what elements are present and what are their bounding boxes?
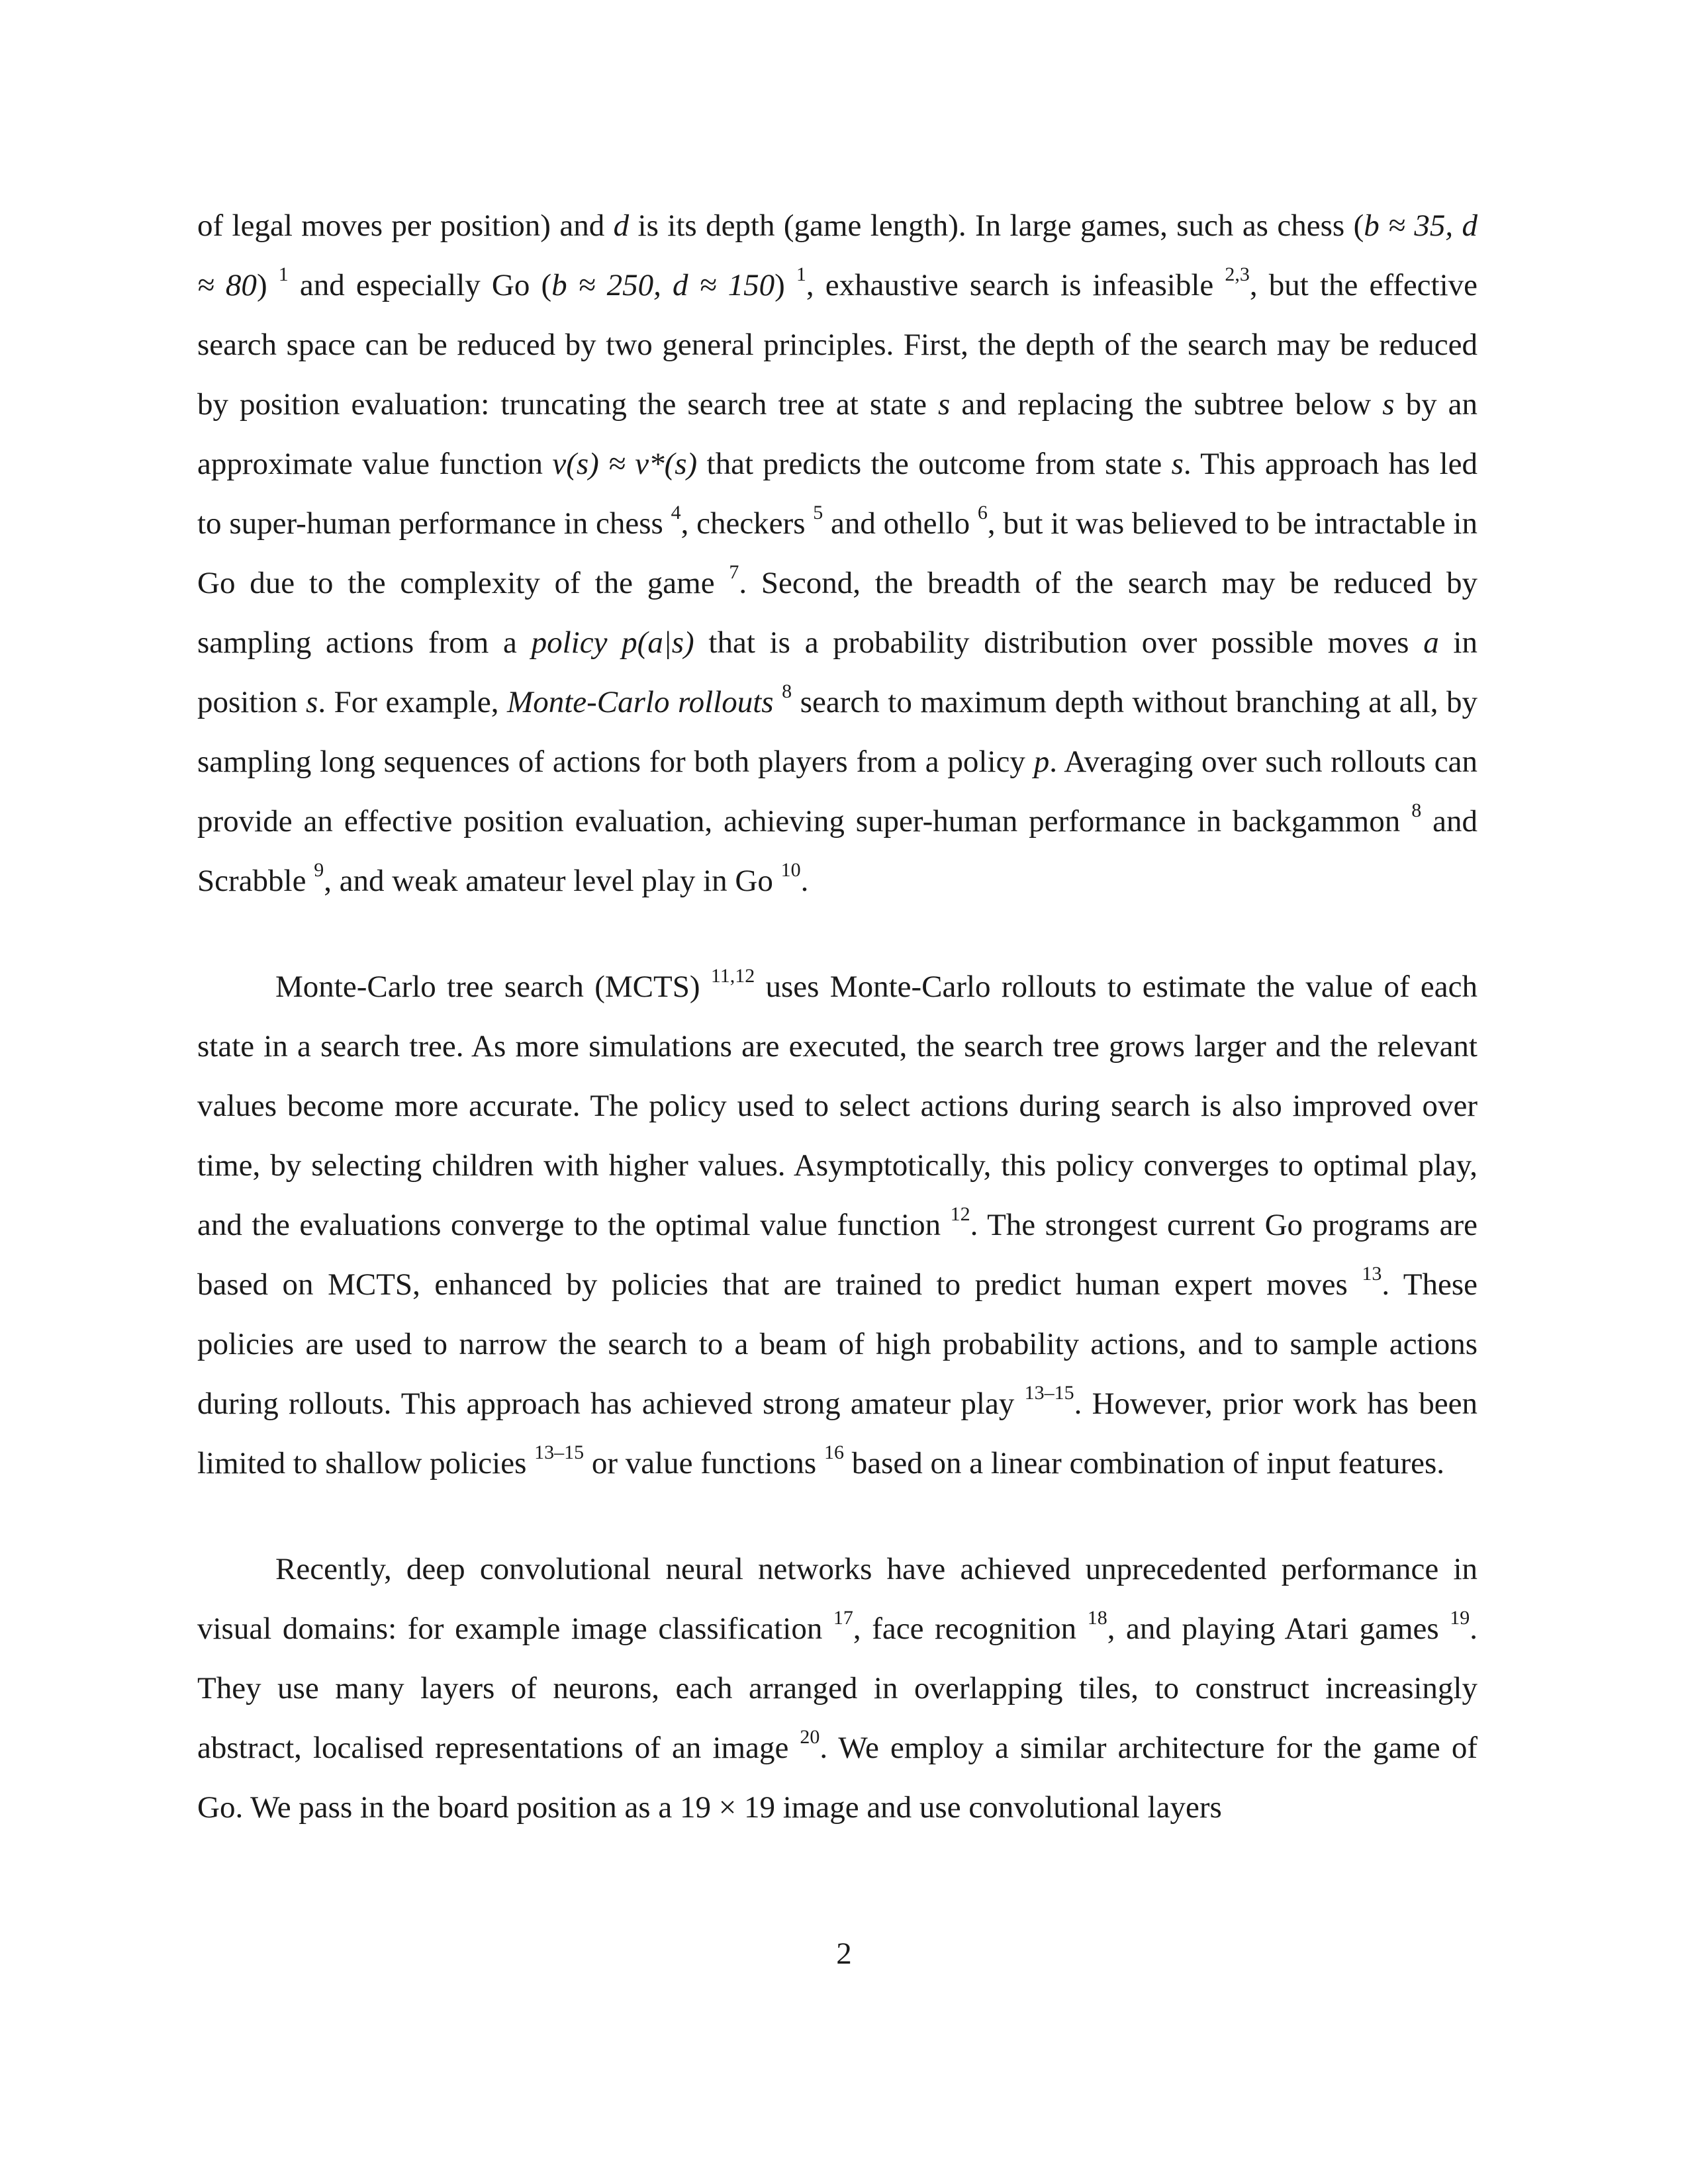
text-run: [774, 685, 782, 719]
text-run: and especially Go (: [288, 268, 552, 302]
citation: 5: [813, 502, 823, 523]
citation: 1: [278, 263, 289, 285]
text-run: . They use many layers of neurons, each arranged in overlapping tiles, to construct increasingly abstract, localised representations of an image: [197, 1612, 1478, 1765]
text-run: search to maximum depth without branching at all, by sampling long sequences of actions for both players from a policy: [197, 685, 1478, 779]
citation: 8: [782, 680, 792, 702]
text-run: . We employ a similar architecture for the game of Go. We pass in the board position as a: [197, 1731, 1477, 1825]
citation: 10: [780, 859, 801, 881]
text-run: , checkers: [680, 506, 814, 541]
math-chess-params: b ≈ 35, d ≈ 80: [197, 208, 1477, 302]
body-text: [197, 196, 1477, 1837]
text-run: , face recognition: [853, 1612, 1088, 1646]
math-action: a: [1423, 625, 1439, 660]
text-run: . This approach has led to super-human performance in chess: [197, 447, 1478, 541]
citation: 13–15: [534, 1441, 585, 1463]
math-value-function: v(s) ≈ v*(s): [552, 447, 698, 481]
text-run: Monte-Carlo tree search (MCTS): [275, 970, 711, 1004]
text-run: by an approximate value function: [197, 387, 1477, 481]
citation: 17: [833, 1607, 853, 1629]
text-run: ): [774, 268, 796, 302]
emphasis-policy: policy: [531, 625, 608, 660]
text-run: of legal moves per position) and: [197, 208, 614, 243]
math-state: s: [938, 387, 951, 422]
math-policy: p(a|s): [622, 625, 694, 660]
citation: 13–15: [1024, 1382, 1074, 1404]
citation: 13: [1362, 1263, 1382, 1285]
emphasis-rollouts: Monte-Carlo rollouts: [507, 685, 774, 719]
text-run: in position: [197, 625, 1477, 719]
text-run: , and weak amateur level play in Go: [324, 864, 781, 898]
math-state: s: [1171, 447, 1184, 481]
text-run: . Averaging over such rollouts can provide an effective position evaluation, achieving super-human performance in backgammon: [197, 745, 1477, 839]
text-run: , but the effective search space can be reduced by two general principles. First, the depth of the search may be reduced by position evaluation: truncating the search tree at state: [197, 268, 1478, 422]
text-run: is its depth (game length). In large games, such as chess (: [629, 208, 1364, 243]
citation: 12: [950, 1203, 970, 1225]
text-run: ): [256, 268, 279, 302]
citation: 2,3: [1225, 263, 1250, 285]
text-run: image and use convolutional layers: [774, 1790, 1222, 1825]
citation: 9: [314, 859, 324, 881]
text-run: or value functions: [584, 1446, 824, 1480]
citation: 7: [729, 561, 739, 583]
citation: 16: [823, 1441, 844, 1463]
text-run: and othello: [823, 506, 978, 541]
math-go-params: b ≈ 250, d ≈ 150: [551, 268, 775, 302]
text-run: based on a linear combination of input features.: [843, 1446, 1445, 1480]
text-run: uses Monte-Carlo rollouts to estimate the value of each state in a search tree. As more simulations are executed, the search tree grows larger and the relevant values become more accurate. The policy used to select actions during search is also improved over time, by selecting children with higher values. Asymptotically, this policy converges to optimal play, and the evaluations converge to the optimal value function: [197, 970, 1478, 1242]
text-run: and replacing the subtree below: [950, 387, 1383, 422]
text-run: Recently, deep convolutional neural networks have achieved unprecedented performance in visual domains: for example image classification: [197, 1552, 1477, 1646]
math-policy-p: p: [1033, 745, 1050, 779]
text-run: .: [800, 864, 809, 898]
citation: 11,12: [710, 965, 755, 987]
paragraph-mcts: [197, 957, 1477, 1493]
text-run: . These policies are used to narrow the search to a beam of high probability actions, and to sample actions during rollouts. This approach has achieved strong amateur play: [197, 1267, 1478, 1421]
text-run: , but it was believed to be intractable in Go due to the complexity of the game: [197, 506, 1477, 600]
text-run: . For example,: [318, 685, 508, 719]
text-run: , exhaustive search is infeasible: [806, 268, 1225, 302]
citation: 18: [1087, 1607, 1107, 1629]
citation: 4: [671, 502, 681, 523]
math-depth: d: [613, 208, 630, 243]
paragraph-deep-cnn: [197, 1539, 1477, 1837]
text-run: . The strongest current Go programs are based on MCTS, enhanced by policies that are trained to predict human expert moves: [197, 1208, 1477, 1302]
paragraph-search-space: [197, 196, 1477, 911]
page-number: 2: [836, 1936, 852, 1971]
text-run: [607, 625, 622, 660]
citation: 19: [1450, 1607, 1470, 1629]
text-run: , and playing Atari games: [1107, 1612, 1450, 1646]
math-state: s: [1382, 387, 1395, 422]
text-run: . Second, the breadth of the search may be reduced by sampling actions from a: [197, 566, 1477, 660]
math-state: s: [306, 685, 318, 719]
text-run: . However, prior work has been limited to shallow policies: [197, 1387, 1477, 1480]
citation: 8: [1411, 799, 1422, 821]
math-board-size: 19 × 19: [679, 1790, 775, 1825]
citation: 6: [977, 502, 988, 523]
text-run: and Scrabble: [197, 804, 1477, 898]
citation: 1: [796, 263, 806, 285]
citation: 20: [800, 1726, 820, 1748]
text-run: that predicts the outcome from state: [697, 447, 1172, 481]
text-run: that is a probability distribution over possible moves: [694, 625, 1424, 660]
